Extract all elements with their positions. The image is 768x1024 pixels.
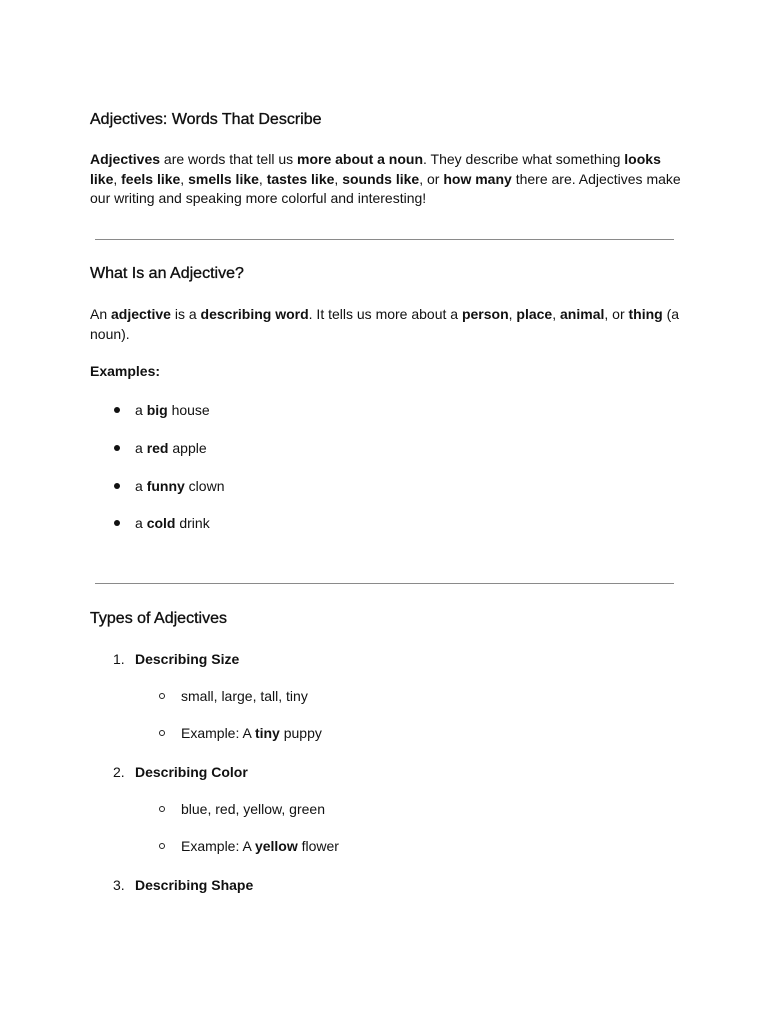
list-item: a funny clown [135, 478, 225, 494]
hollow-bullet-icon [159, 693, 165, 699]
divider [95, 239, 674, 240]
list-item: a cold drink [135, 515, 210, 531]
list-number: 3. [113, 877, 125, 893]
list-item: small, large, tall, tiny [181, 688, 308, 704]
divider [95, 583, 674, 584]
list-item: blue, red, yellow, green [181, 801, 325, 817]
type-label-size: Describing Size [135, 651, 240, 667]
type-label-shape: Describing Shape [135, 877, 254, 893]
list-item: a big house [135, 402, 210, 418]
intro-paragraph: Adjectives are words that tell us more about a noun. They describe what something looks like, feels like, smells like, tastes like, sounds like, or how many there are. Adjectives make our writing and speaking more colorful and interesting! [90, 151, 681, 206]
section-heading-types: Types of Adjectives [90, 610, 227, 627]
hollow-bullet-icon [159, 730, 165, 736]
bullet-icon [114, 407, 120, 413]
type-label-color: Describing Color [135, 764, 248, 780]
examples-label: Examples: [90, 363, 161, 379]
list-number: 1. [113, 651, 125, 667]
hollow-bullet-icon [159, 843, 165, 849]
definition-paragraph: An adjective is a describing word. It tells us more about a person, place, animal, or thing (a noun). [90, 306, 680, 342]
page-title: Adjectives: Words That Describe [90, 111, 322, 128]
list-item: a red apple [135, 440, 207, 456]
list-number: 2. [113, 764, 125, 780]
list-item: Example: A tiny puppy [181, 725, 322, 741]
section-heading-what-is: What Is an Adjective? [90, 265, 244, 282]
bullet-icon [114, 483, 120, 489]
bullet-icon [114, 520, 120, 526]
hollow-bullet-icon [159, 806, 165, 812]
list-item: Example: A yellow flower [181, 838, 339, 854]
bullet-icon [114, 445, 120, 451]
